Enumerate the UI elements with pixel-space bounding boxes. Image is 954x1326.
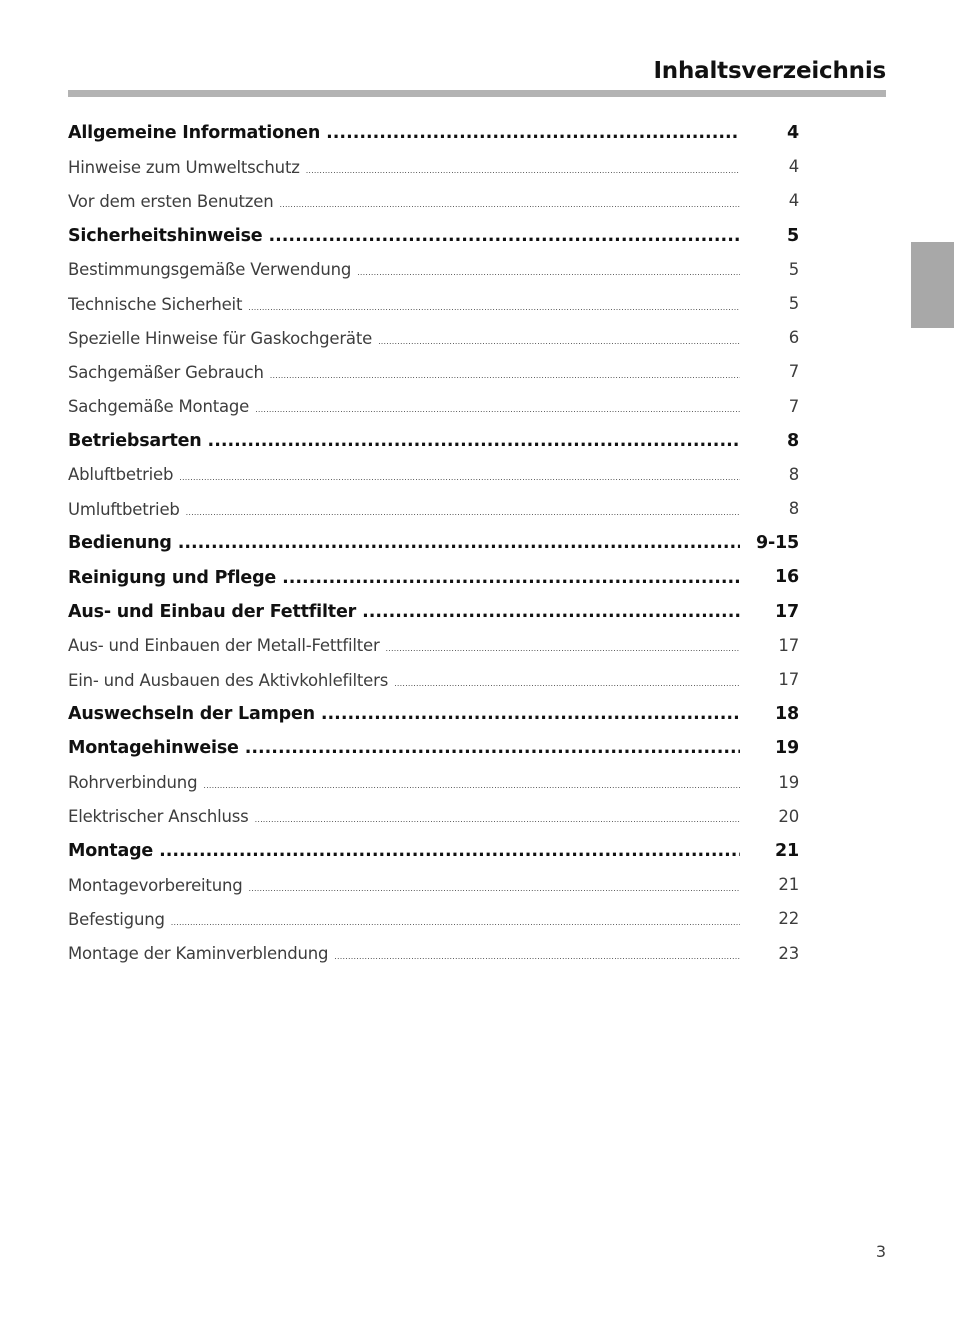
toc-entry-label: Montagehinweise bbox=[68, 738, 239, 759]
page-number: 3 bbox=[875, 1242, 886, 1261]
dot-leader bbox=[262, 226, 740, 246]
toc-entry-label: Aus- und Einbau der Fettfilter bbox=[68, 601, 357, 622]
toc-entry-page: 4 bbox=[787, 123, 799, 143]
toc-entry-text bbox=[68, 295, 740, 314]
toc-subsection-entry[interactable] bbox=[68, 287, 799, 321]
toc-entry-label: Sicherheitshinweise bbox=[68, 225, 263, 246]
toc-entry-label: Vor dem ersten Benutzen bbox=[68, 191, 274, 211]
toc-entry-text bbox=[68, 363, 740, 382]
dot-leader bbox=[372, 337, 740, 346]
dot-leader bbox=[276, 568, 740, 588]
toc-entry-label: Hinweise zum Umweltschutz bbox=[68, 157, 300, 177]
toc-entry-text bbox=[68, 671, 740, 690]
toc-entry-text bbox=[68, 431, 740, 451]
toc-entry-text bbox=[68, 568, 740, 588]
toc-entry-label: Reinigung und Pflege bbox=[68, 567, 277, 588]
toc-entry-label: Bedienung bbox=[68, 533, 172, 554]
toc-entry-text bbox=[68, 533, 740, 553]
dot-leader bbox=[197, 781, 740, 790]
toc-subsection-entry[interactable] bbox=[68, 390, 799, 424]
toc-entry-label: Aus- und Einbauen der Metall-Fettfilter bbox=[68, 636, 380, 656]
toc-entry-text bbox=[68, 841, 740, 861]
toc-entry-label: Befestigung bbox=[68, 909, 165, 929]
dot-leader bbox=[356, 602, 740, 622]
dot-leader bbox=[380, 644, 740, 653]
toc-subsection-entry[interactable] bbox=[68, 902, 799, 936]
toc-section-entry[interactable] bbox=[68, 116, 799, 150]
chapter-side-tab bbox=[911, 242, 954, 328]
dot-leader bbox=[165, 918, 740, 927]
toc-entry-label: Betriebsarten bbox=[68, 430, 202, 451]
toc-entry-page: 17 bbox=[778, 670, 799, 689]
toc-entry-page: 5 bbox=[788, 293, 799, 313]
toc-subsection-entry[interactable] bbox=[68, 492, 799, 526]
toc-entry-page: 16 bbox=[775, 567, 799, 588]
toc-entry-text bbox=[68, 636, 740, 655]
toc-subsection-entry[interactable] bbox=[68, 868, 799, 902]
dot-leader bbox=[239, 738, 740, 758]
toc-entry-label: Auswechseln der Lampen bbox=[68, 704, 315, 725]
toc-entry-page: 20 bbox=[778, 806, 799, 826]
dot-leader bbox=[328, 952, 740, 961]
page-title: Inhaltsverzeichnis bbox=[653, 58, 886, 84]
toc-entry-page: 9-15 bbox=[756, 533, 799, 554]
toc-entry-text bbox=[68, 876, 740, 895]
dot-leader bbox=[173, 473, 740, 482]
toc-entry-label: Elektrischer Anschluss bbox=[68, 807, 249, 827]
dot-leader bbox=[202, 431, 740, 451]
toc-section-entry[interactable] bbox=[68, 834, 799, 868]
toc-section-entry[interactable] bbox=[68, 560, 799, 594]
dot-leader bbox=[242, 303, 740, 312]
toc-entry-label: Montage der Kaminverblendung bbox=[68, 944, 329, 964]
toc-entry-label: Spezielle Hinweise für Gaskochgeräte bbox=[68, 328, 373, 348]
toc-entry-page: 7 bbox=[788, 362, 799, 382]
toc-entry-label: Ein- und Ausbauen des Aktivkohlefilters bbox=[68, 670, 389, 690]
toc-entry-page: 5 bbox=[788, 259, 799, 279]
dot-leader bbox=[264, 371, 740, 380]
toc-subsection-entry[interactable] bbox=[68, 937, 799, 971]
toc-entry-text bbox=[68, 944, 740, 963]
dot-leader bbox=[351, 268, 740, 277]
dot-leader bbox=[153, 841, 740, 861]
toc-entry-text bbox=[68, 500, 740, 519]
toc-entry-page: 17 bbox=[778, 635, 799, 655]
toc-subsection-entry[interactable] bbox=[68, 800, 799, 834]
toc-entry-page: 19 bbox=[778, 772, 799, 792]
toc-entry-page: 8 bbox=[788, 464, 799, 484]
toc-section-entry[interactable] bbox=[68, 424, 799, 458]
dot-leader bbox=[388, 679, 740, 688]
dot-leader bbox=[315, 704, 740, 724]
toc-entry-page: 8 bbox=[788, 499, 799, 519]
toc-subsection-entry[interactable] bbox=[68, 663, 799, 697]
toc-entry-page: 4 bbox=[788, 191, 799, 211]
toc-entry-text bbox=[68, 704, 740, 724]
toc-entry-page: 7 bbox=[788, 396, 799, 416]
toc-entry-text bbox=[68, 602, 740, 622]
toc-entry-page: 8 bbox=[787, 430, 799, 451]
toc-entry-label: Abluftbetrieb bbox=[68, 465, 174, 485]
toc-entry-label: Allgemeine Informationen bbox=[68, 123, 321, 144]
toc-entry-page: 17 bbox=[775, 601, 799, 622]
toc-entry-text bbox=[68, 397, 740, 416]
toc-entry-label: Montagevorbereitung bbox=[68, 875, 243, 895]
toc-entry-label: Bestimmungsgemäße Verwendung bbox=[68, 260, 352, 280]
toc-entry-text bbox=[68, 807, 740, 826]
toc-entry-text bbox=[68, 738, 740, 758]
toc-entry-text bbox=[68, 260, 740, 279]
toc-entry-text bbox=[68, 773, 740, 792]
toc-subsection-entry[interactable] bbox=[68, 355, 799, 389]
toc-entry-text bbox=[68, 910, 740, 929]
toc-entry-text bbox=[68, 192, 740, 211]
toc-section-entry[interactable] bbox=[68, 697, 799, 731]
toc-entry-page: 5 bbox=[787, 225, 799, 246]
dot-leader bbox=[273, 200, 740, 209]
toc-entry-page: 4 bbox=[788, 157, 799, 177]
dot-leader bbox=[249, 405, 740, 414]
toc-entry-label: Montage bbox=[68, 841, 154, 862]
toc-subsection-entry[interactable] bbox=[68, 629, 799, 663]
toc-section-entry[interactable] bbox=[68, 219, 799, 253]
toc-entry-page: 18 bbox=[775, 704, 799, 725]
toc-subsection-entry[interactable] bbox=[68, 253, 799, 287]
dot-leader bbox=[249, 815, 740, 824]
toc-entry-page: 23 bbox=[778, 943, 799, 963]
toc-section-entry[interactable] bbox=[68, 595, 799, 629]
toc-subsection-entry[interactable] bbox=[68, 321, 799, 355]
toc-subsection-entry[interactable] bbox=[68, 150, 799, 184]
toc-entry-page: 21 bbox=[775, 840, 799, 861]
dot-leader bbox=[180, 508, 740, 517]
toc-entry-page: 22 bbox=[778, 909, 799, 929]
toc-entry-text bbox=[68, 158, 740, 177]
toc-entry-page: 6 bbox=[788, 328, 799, 348]
toc-subsection-entry[interactable] bbox=[68, 766, 799, 800]
title-divider bbox=[68, 90, 886, 97]
dot-leader bbox=[300, 166, 740, 175]
toc-entry-page: 21 bbox=[778, 875, 799, 895]
toc-entry-label: Technische Sicherheit bbox=[68, 294, 243, 314]
toc-section-entry[interactable] bbox=[68, 731, 799, 765]
toc-subsection-entry[interactable] bbox=[68, 184, 799, 218]
toc-entry-label: Sachgemäßer Gebrauch bbox=[68, 362, 264, 382]
table-of-contents bbox=[68, 116, 799, 971]
toc-entry-page: 19 bbox=[775, 738, 799, 759]
toc-entry-text bbox=[68, 123, 740, 143]
dot-leader bbox=[172, 533, 740, 553]
toc-entry-text bbox=[68, 465, 740, 484]
toc-section-entry[interactable] bbox=[68, 526, 799, 560]
dot-leader bbox=[320, 123, 740, 143]
toc-entry-label: Umluftbetrieb bbox=[68, 499, 180, 519]
toc-entry-text bbox=[68, 226, 740, 246]
dot-leader bbox=[242, 884, 740, 893]
toc-subsection-entry[interactable] bbox=[68, 458, 799, 492]
toc-entry-text bbox=[68, 329, 740, 348]
toc-entry-label: Rohrverbindung bbox=[68, 773, 198, 793]
toc-entry-label: Sachgemäße Montage bbox=[68, 397, 250, 417]
